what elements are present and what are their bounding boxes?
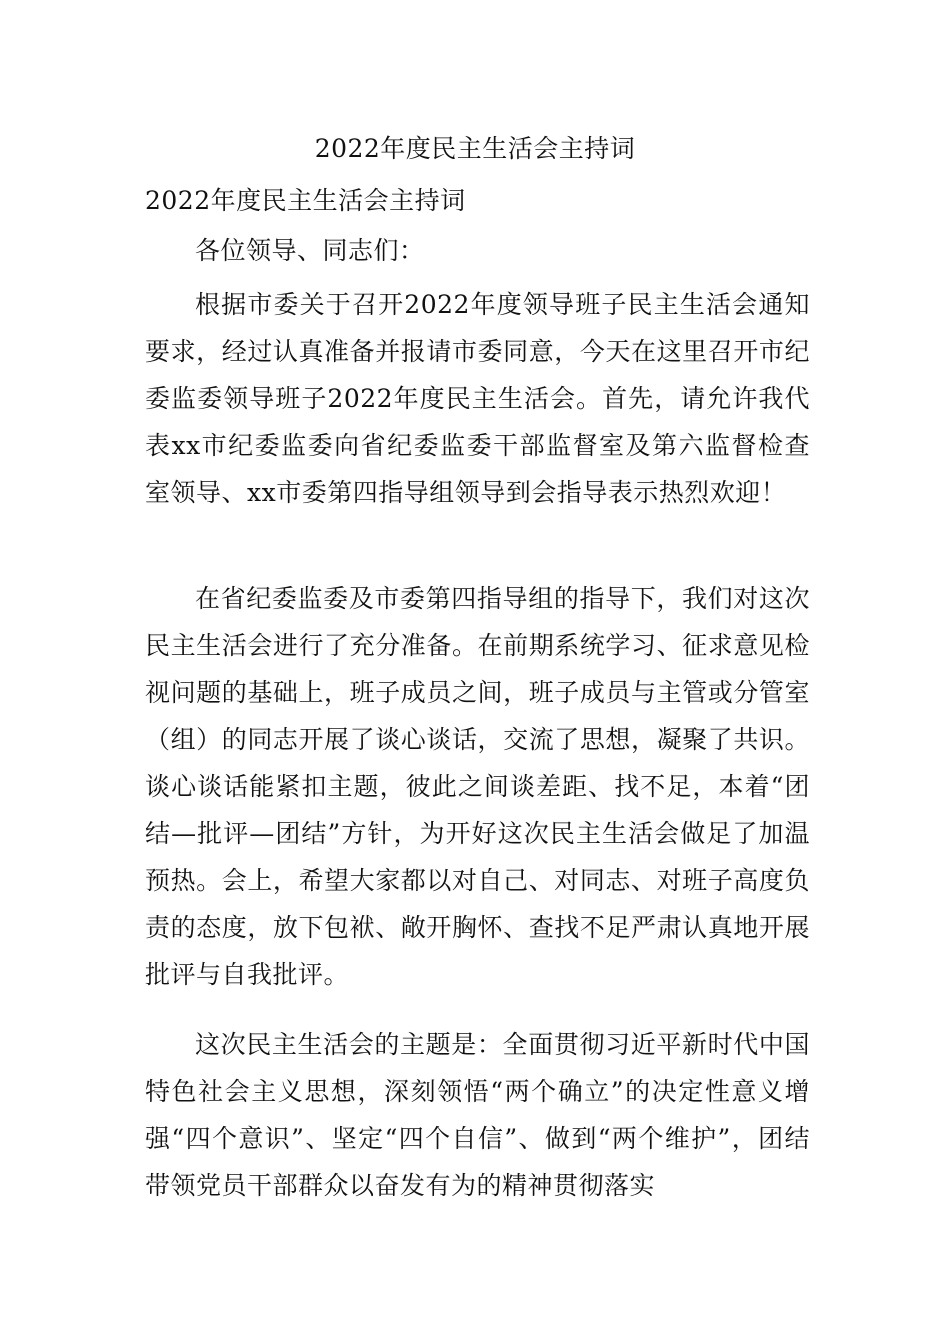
document-subtitle: 2022年度民主生活会主持词 <box>145 186 466 215</box>
document-title: 2022年度民主生活会主持词 <box>314 134 636 163</box>
paragraph-1: 根据市委关于召开2022年度领导班子民主生活会通知要求，经过认真准备并报请市委同意，今天在这里召开市纪委监委领导班子2022年度民主生活会。首先，请允许我代表xx市纪委监委向省纪委监委干部监督室及第六监督检查室领导、xx市委第四指导组领导到会指导表示热烈欢迎！ <box>145 290 810 507</box>
salutation: 各位领导、同志们： <box>195 236 425 265</box>
paragraph-3: 这次民主生活会的主题是：全面贯彻习近平新时代中国特色社会主义思想，深刻领悟“两个确立”的决定性意义增强“四个意识”、坚定“四个自信”、做到“两个维护”，团结带领党员干部群众以奋发有为的精神贯彻落实 <box>145 1030 810 1200</box>
paragraph-2: 在省纪委监委及市委第四指导组的指导下，我们对这次民主生活会进行了充分准备。在前期系统学习、征求意见检视问题的基础上，班子成员之间，班子成员与主管或分管室（组）的同志开展了谈心谈话，交流了思想，凝聚了共识。谈心谈话能紧扣主题，彼此之间谈差距、找不足，本着“团结—批评—团结”方针，为开好这次民主生活会做足了加温预热。会上，希望大家都以对自己、对同志、对班子高度负责的态度，放下包袱、敞开胸怀、查找不足严肃认真地开展批评与自我批评。 <box>145 584 810 989</box>
